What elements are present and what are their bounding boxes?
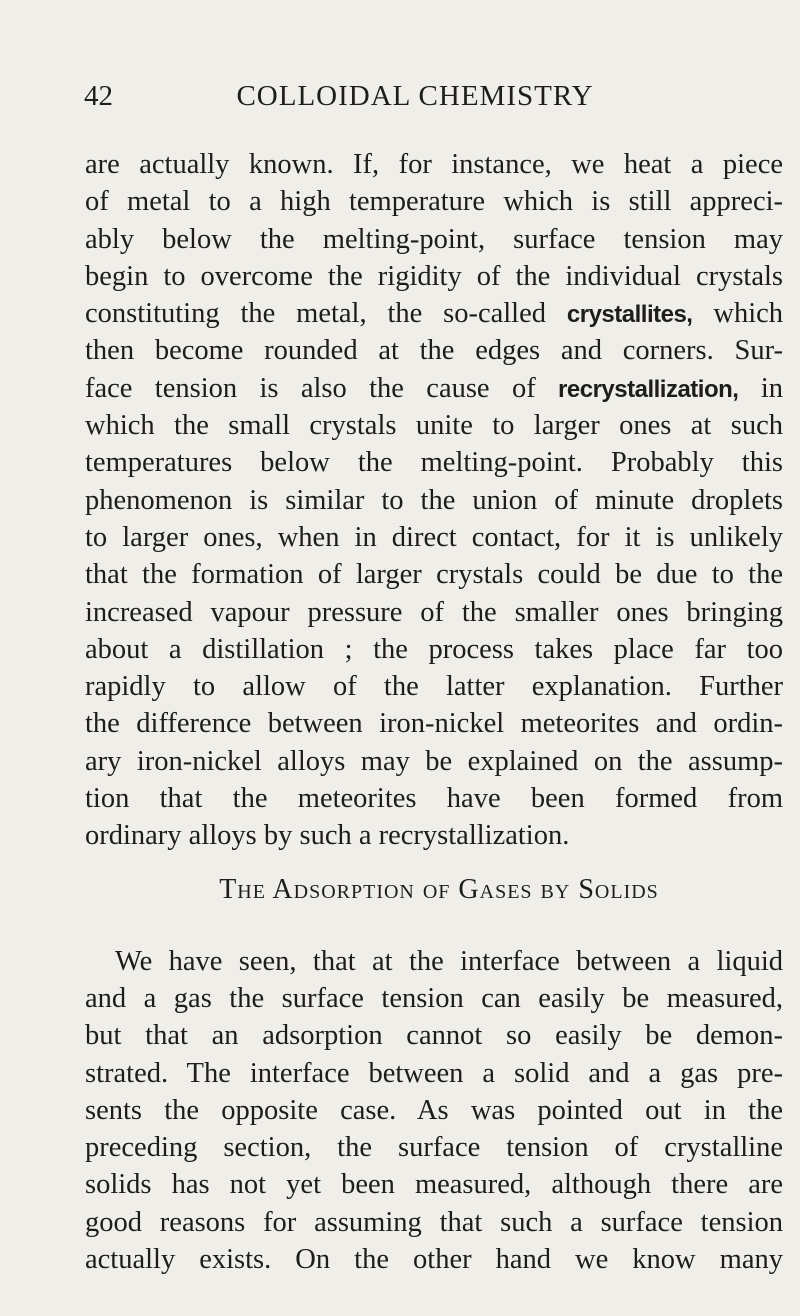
text-line [85, 444, 783, 481]
text-line [85, 705, 783, 742]
text-line [85, 1204, 783, 1241]
text-line [85, 556, 783, 593]
text-segment: of metal to a high temperature which is still appreci- [85, 186, 783, 218]
text-line [85, 221, 783, 258]
section-heading: The Adsorption of Gases by Solids [219, 873, 659, 905]
text-segment: about a distillation ; the process takes place far too [85, 633, 783, 665]
text-line [85, 594, 783, 631]
text-line [85, 258, 783, 295]
running-title: COLLOIDAL CHEMISTRY [236, 80, 594, 112]
text-segment: which [692, 298, 784, 330]
text-segment: sents the opposite case. As was pointed out in the [85, 1094, 783, 1126]
text-line [85, 1129, 783, 1166]
text-segment: rapidly to allow of the latter explanation. Further [85, 671, 783, 703]
text-segment: actually exists. On the other hand we know many [85, 1244, 783, 1276]
text-segment: ary iron-nickel alloys may be explained on the assump- [85, 745, 783, 777]
text-line [85, 943, 783, 980]
text-line [85, 668, 783, 705]
page-body [85, 146, 783, 1278]
text-segment: ordinary alloys by such a recrystallization. [85, 820, 570, 852]
text-segment: good reasons for assuming that such a surface tension [85, 1206, 783, 1238]
text-line [85, 1092, 783, 1129]
text-segment: strated. The interface between a solid and a gas pre- [85, 1057, 783, 1089]
text-segment: that the formation of larger crystals could be due to the [85, 559, 783, 591]
text-line [85, 817, 783, 854]
text-segment: increased vapour pressure of the smaller ones bringing [85, 596, 783, 628]
text-line [85, 295, 783, 332]
text-segment: then become rounded at the edges and corners. Sur- [85, 335, 783, 367]
text-segment: face tension is also the cause of [85, 372, 559, 404]
text-segment: constituting the metal, the so-called [85, 298, 567, 330]
paragraph-2 [85, 943, 783, 1279]
text-segment: but that an adsorption cannot so easily be demon- [85, 1020, 783, 1052]
text-line [85, 407, 783, 444]
text-line [85, 1166, 783, 1203]
text-line [85, 980, 783, 1017]
text-line [85, 743, 783, 780]
text-segment: begin to overcome the rigidity of the individual crystals [85, 260, 783, 292]
text-segment: tion that the meteorites have been formed from [85, 783, 783, 815]
text-segment: in [738, 372, 783, 404]
text-line [85, 482, 783, 519]
text-segment: temperatures below the melting-point. Probably this [85, 447, 783, 479]
paragraph-1 [85, 146, 783, 855]
text-segment: phenomenon is similar to the union of minute droplets [85, 484, 783, 516]
text-line [85, 780, 783, 817]
text-line [85, 519, 783, 556]
text-segment: preceding section, the surface tension of crystalline [85, 1132, 783, 1164]
text-line [85, 1241, 783, 1278]
text-segment: ably below the melting-point, surface tension may [85, 223, 783, 255]
text-segment: and a gas the surface tension can easily be measured, [85, 982, 783, 1014]
text-line [85, 1017, 783, 1054]
text-line [85, 1055, 783, 1092]
text-segment: the difference between iron-nickel meteorites and ordin- [85, 708, 783, 740]
text-segment: solids has not yet been measured, although there are [85, 1169, 783, 1201]
text-segment: are actually known. If, for instance, we heat a piece [85, 149, 783, 180]
text-line [85, 146, 783, 183]
bold-term: recrystallization, [558, 375, 739, 403]
bold-term: crystallites, [566, 301, 693, 329]
page-number: 42 [84, 80, 113, 112]
text-segment: to larger ones, when in direct contact, for it is unlikely [85, 521, 783, 553]
text-segment: which the small crystals unite to larger ones at such [85, 410, 783, 442]
text-line [85, 631, 783, 668]
text-line [85, 370, 783, 407]
text-line [85, 332, 783, 369]
text-line [85, 183, 783, 220]
text-segment: We have seen, that at the interface between a liquid [115, 945, 783, 977]
